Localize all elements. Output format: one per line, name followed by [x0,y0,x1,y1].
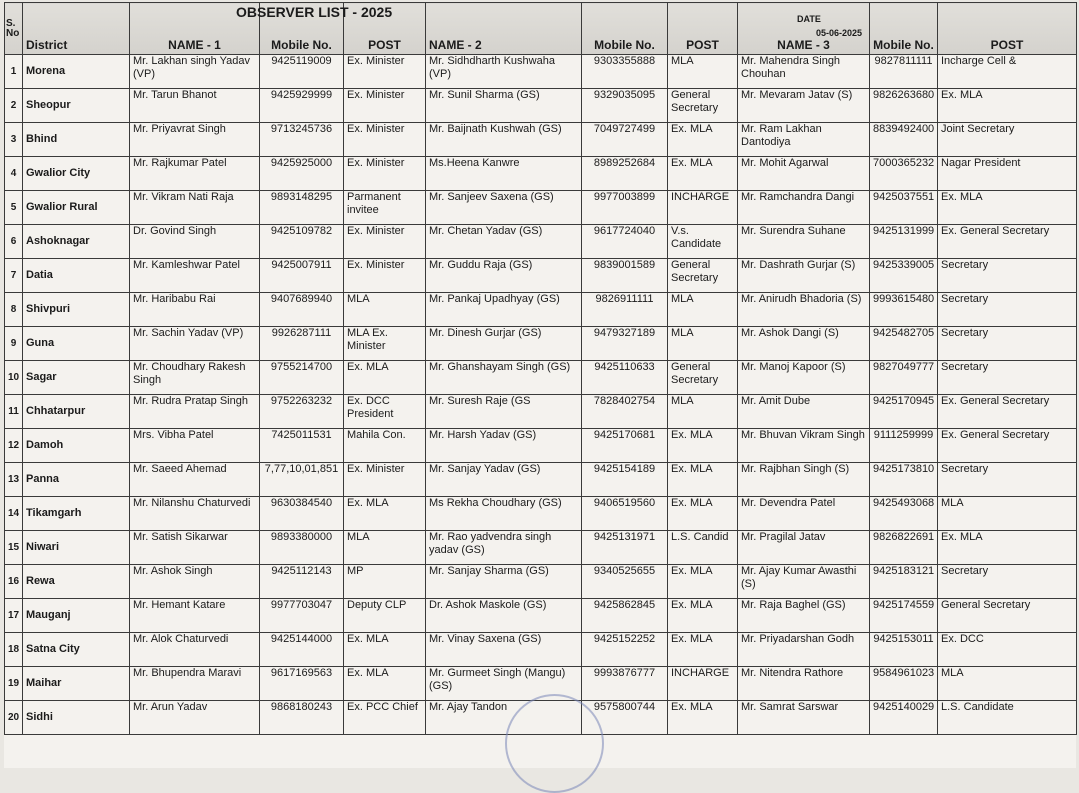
cell-name3: Mr. Priyadarshan Godh [738,633,870,667]
cell-post3: Ex. MLA [938,191,1077,225]
cell-name3: Mr. Ashok Dangi (S) [738,327,870,361]
cell-name1: Mrs. Vibha Patel [130,429,260,463]
cell-post3: MLA [938,667,1077,701]
cell-post2: V.s. Candidate [668,225,738,259]
header-mobile2: Mobile No. [582,3,668,55]
table-row [5,599,1077,633]
cell-post2: Ex. MLA [668,463,738,497]
cell-district: Panna [23,463,130,497]
cell-post1: Ex. DCC President [344,395,426,429]
table-row [5,259,1077,293]
cell-name2: Mr. Ghanshayam Singh (GS) [426,361,582,395]
cell-mobile3: 9111259999 [870,429,938,463]
cell-mobile3: 9826263680 [870,89,938,123]
cell-name1: Mr. Vikram Nati Raja [130,191,260,225]
cell-district: Bhind [23,123,130,157]
cell-district: Guna [23,327,130,361]
cell-mobile1: 9893148295 [260,191,344,225]
cell-name2: Mr. Gurmeet Singh (Mangu) (GS) [426,667,582,701]
cell-post3: Secretary [938,327,1077,361]
cell-mobile1: 9630384540 [260,497,344,531]
header-mobile1: Mobile No. [260,3,344,55]
cell-post2: Ex. MLA [668,497,738,531]
header-sno: S. No [5,3,23,55]
cell-mobile1: 9868180243 [260,701,344,735]
cell-mobile1: 9407689940 [260,293,344,327]
cell-sno: 8 [5,293,23,327]
cell-mobile2: 9826911111 [582,293,668,327]
cell-name3: Mr. Raja Baghel (GS) [738,599,870,633]
table-row [5,429,1077,463]
cell-post2: Ex. MLA [668,565,738,599]
table-row [5,395,1077,429]
cell-sno: 12 [5,429,23,463]
cell-district: Shivpuri [23,293,130,327]
cell-district: Maihar [23,667,130,701]
table-row [5,55,1077,89]
cell-name2: Mr. Rao yadvendra singh yadav (GS) [426,531,582,565]
ink-stamp [505,694,604,793]
cell-sno: 20 [5,701,23,735]
cell-name1: Mr. Alok Chaturvedi [130,633,260,667]
cell-mobile2: 9425154189 [582,463,668,497]
cell-mobile3: 9425131999 [870,225,938,259]
cell-district: Ashoknagar [23,225,130,259]
cell-post1: Parmanent invitee [344,191,426,225]
cell-district: Sagar [23,361,130,395]
cell-name3: Mr. Samrat Sarswar [738,701,870,735]
cell-mobile3: 7000365232 [870,157,938,191]
cell-post2: General Secretary [668,89,738,123]
table-row [5,361,1077,395]
cell-name1: Mr. Bhupendra Maravi [130,667,260,701]
cell-name3: Mr. Mevaram Jatav (S) [738,89,870,123]
cell-post1: MP [344,565,426,599]
table-row [5,497,1077,531]
cell-district: Sheopur [23,89,130,123]
cell-district: Morena [23,55,130,89]
cell-mobile3: 9425482705 [870,327,938,361]
cell-mobile1: 9713245736 [260,123,344,157]
observer-table [4,2,1077,735]
cell-sno: 18 [5,633,23,667]
cell-name1: Mr. Arun Yadav [130,701,260,735]
cell-post2: Ex. MLA [668,633,738,667]
cell-name3: Mr. Amit Dube [738,395,870,429]
cell-post1: MLA Ex. Minister [344,327,426,361]
cell-post3: Secretary [938,293,1077,327]
cell-mobile3: 8839492400 [870,123,938,157]
cell-post1: Ex. Minister [344,259,426,293]
cell-name3: Mr. Mahendra Singh Chouhan [738,55,870,89]
table-row [5,463,1077,497]
cell-post2: Ex. MLA [668,429,738,463]
table-row [5,565,1077,599]
cell-mobile2: 9406519560 [582,497,668,531]
cell-name2: Mr. Chetan Yadav (GS) [426,225,582,259]
cell-name1: Mr. Choudhary Rakesh Singh [130,361,260,395]
cell-name1: Mr. Kamleshwar Patel [130,259,260,293]
cell-post1: Ex. Minister [344,157,426,191]
date-label: DATE [797,14,821,24]
table-row [5,89,1077,123]
cell-post3: General Secretary [938,599,1077,633]
cell-sno: 6 [5,225,23,259]
cell-mobile1: 9752263232 [260,395,344,429]
cell-name1: Mr. Priyavrat Singh [130,123,260,157]
cell-mobile3: 9425173810 [870,463,938,497]
cell-name2: Ms.Heena Kanwre [426,157,582,191]
cell-name2: Mr. Sanjay Yadav (GS) [426,463,582,497]
cell-post3: Secretary [938,259,1077,293]
cell-name1: Mr. Saeed Ahemad [130,463,260,497]
cell-name3: Mr. Surendra Suhane [738,225,870,259]
cell-mobile2: 9425110633 [582,361,668,395]
cell-post3: Ex. MLA [938,89,1077,123]
cell-post2: Ex. MLA [668,599,738,633]
cell-mobile3: 9827049777 [870,361,938,395]
header-post3: POST [938,3,1077,55]
cell-post2: General Secretary [668,259,738,293]
cell-post3: MLA [938,497,1077,531]
cell-name1: Mr. Sachin Yadav (VP) [130,327,260,361]
cell-mobile1: 9926287111 [260,327,344,361]
cell-sno: 15 [5,531,23,565]
cell-name2: Dr. Ashok Maskole (GS) [426,599,582,633]
cell-name2: Mr. Harsh Yadav (GS) [426,429,582,463]
cell-name2: Mr. Suresh Raje (GS [426,395,582,429]
cell-sno: 7 [5,259,23,293]
cell-post1: Mahila Con. [344,429,426,463]
cell-post2: Ex. MLA [668,157,738,191]
cell-name3: Mr. Bhuvan Vikram Singh [738,429,870,463]
cell-mobile3: 9827811111 [870,55,938,89]
cell-mobile2: 9993876777 [582,667,668,701]
cell-district: Datia [23,259,130,293]
cell-name1: Mr. Nilanshu Chaturvedi [130,497,260,531]
cell-name3: Mr. Dashrath Gurjar (S) [738,259,870,293]
cell-district: Gwalior City [23,157,130,191]
cell-mobile1: 9755214700 [260,361,344,395]
header-district: District [23,3,130,55]
cell-post1: Ex. MLA [344,497,426,531]
cell-post3: Secretary [938,361,1077,395]
cell-mobile1: 9617169563 [260,667,344,701]
cell-mobile2: 7828402754 [582,395,668,429]
cell-name2: Mr. Baijnath Kushwah (GS) [426,123,582,157]
cell-post3: Ex. MLA [938,531,1077,565]
cell-sno: 2 [5,89,23,123]
table-row [5,293,1077,327]
cell-post1: Ex. MLA [344,361,426,395]
cell-name3: Mr. Devendra Patel [738,497,870,531]
cell-name3: Mr. Manoj Kapoor (S) [738,361,870,395]
cell-sno: 11 [5,395,23,429]
cell-mobile3: 9425339005 [870,259,938,293]
cell-mobile1: 7,77,10,01,851 [260,463,344,497]
cell-mobile1: 9425925000 [260,157,344,191]
cell-mobile2: 9479327189 [582,327,668,361]
cell-district: Chhatarpur [23,395,130,429]
cell-post1: Ex. Minister [344,123,426,157]
cell-name3: Mr. Nitendra Rathore [738,667,870,701]
cell-mobile2: 9340525655 [582,565,668,599]
cell-post2: Ex. MLA [668,123,738,157]
cell-name1: Mr. Satish Sikarwar [130,531,260,565]
cell-name3: Mr. Mohit Agarwal [738,157,870,191]
cell-post1: MLA [344,531,426,565]
cell-name3: Mr. Rajbhan Singh (S) [738,463,870,497]
cell-mobile1: 9425007911 [260,259,344,293]
cell-post2: INCHARGE [668,191,738,225]
cell-sno: 16 [5,565,23,599]
cell-mobile2: 8989252684 [582,157,668,191]
cell-post3: Ex. General Secretary [938,225,1077,259]
cell-mobile2: 9575800744 [582,701,668,735]
table-row [5,327,1077,361]
cell-name2: Mr. Sanjay Sharma (GS) [426,565,582,599]
cell-mobile1: 9425109782 [260,225,344,259]
cell-name3: Mr. Ramchandra Dangi [738,191,870,225]
cell-post2: MLA [668,55,738,89]
cell-mobile1: 7425011531 [260,429,344,463]
cell-sno: 5 [5,191,23,225]
cell-name2: Mr. Vinay Saxena (GS) [426,633,582,667]
cell-name1: Mr. Tarun Bhanot [130,89,260,123]
cell-post3: Incharge Cell & [938,55,1077,89]
table-body [5,55,1077,735]
cell-name1: Dr. Govind Singh [130,225,260,259]
cell-mobile1: 9425119009 [260,55,344,89]
cell-post2: MLA [668,395,738,429]
page-title: OBSERVER LIST - 2025 [236,4,393,20]
cell-post2: General Secretary [668,361,738,395]
cell-mobile3: 9425153011 [870,633,938,667]
cell-sno: 4 [5,157,23,191]
cell-mobile2: 9425170681 [582,429,668,463]
cell-name3: Mr. Pragilal Jatav [738,531,870,565]
cell-post1: Ex. Minister [344,89,426,123]
cell-post3: Secretary [938,463,1077,497]
cell-post3: Joint Secretary [938,123,1077,157]
cell-sno: 3 [5,123,23,157]
cell-sno: 17 [5,599,23,633]
cell-post1: Deputy CLP [344,599,426,633]
table-header-row [5,3,1077,55]
cell-sno: 13 [5,463,23,497]
cell-district: Sidhi [23,701,130,735]
cell-mobile3: 9425140029 [870,701,938,735]
date-value: 05-06-2025 [816,28,863,38]
cell-post3: Secretary [938,565,1077,599]
cell-name2: Mr. Sunil Sharma (GS) [426,89,582,123]
cell-name1: Mr. Lakhan singh Yadav (VP) [130,55,260,89]
cell-name1: Mr. Ashok Singh [130,565,260,599]
header-post1: POST [344,3,426,55]
cell-mobile1: 9977703047 [260,599,344,633]
cell-name3: Mr. Ram Lakhan Dantodiya [738,123,870,157]
table-row [5,157,1077,191]
cell-mobile1: 9893380000 [260,531,344,565]
cell-district: Gwalior Rural [23,191,130,225]
cell-mobile2: 9303355888 [582,55,668,89]
cell-name2: Ms Rekha Choudhary (GS) [426,497,582,531]
cell-name2: Mr. Pankaj Upadhyay (GS) [426,293,582,327]
cell-post1: Ex. MLA [344,633,426,667]
cell-sno: 1 [5,55,23,89]
cell-mobile3: 9425037551 [870,191,938,225]
cell-post2: MLA [668,293,738,327]
cell-post3: Ex. General Secretary [938,429,1077,463]
cell-mobile2: 9425152252 [582,633,668,667]
cell-name1: Mr. Hemant Katare [130,599,260,633]
cell-mobile3: 9993615480 [870,293,938,327]
cell-name2: Mr. Ajay Tandon [426,701,582,735]
cell-post1: Ex. PCC Chief [344,701,426,735]
cell-mobile3: 9425493068 [870,497,938,531]
cell-mobile2: 7049727499 [582,123,668,157]
table-row [5,531,1077,565]
header-mobile3: Mobile No. [870,3,938,55]
cell-district: Niwari [23,531,130,565]
cell-mobile2: 9977003899 [582,191,668,225]
cell-post2: INCHARGE [668,667,738,701]
cell-post2: Ex. MLA [668,701,738,735]
cell-post2: MLA [668,327,738,361]
cell-mobile2: 9329035095 [582,89,668,123]
cell-mobile2: 9839001589 [582,259,668,293]
cell-post3: Ex. DCC [938,633,1077,667]
cell-district: Damoh [23,429,130,463]
cell-mobile1: 9425929999 [260,89,344,123]
cell-mobile3: 9425183121 [870,565,938,599]
cell-mobile2: 9425862845 [582,599,668,633]
cell-mobile1: 9425112143 [260,565,344,599]
cell-post1: MLA [344,293,426,327]
table-row [5,225,1077,259]
cell-mobile3: 9826822691 [870,531,938,565]
cell-post1: Ex. MLA [344,667,426,701]
cell-post3: Nagar President [938,157,1077,191]
cell-district: Satna City [23,633,130,667]
cell-name2: Mr. Sidhdharth Kushwaha (VP) [426,55,582,89]
cell-name3: Mr. Ajay Kumar Awasthi (S) [738,565,870,599]
cell-sno: 19 [5,667,23,701]
cell-post1: Ex. Minister [344,463,426,497]
table-row [5,633,1077,667]
header-post2: POST [668,3,738,55]
cell-name1: Mr. Haribabu Rai [130,293,260,327]
cell-district: Rewa [23,565,130,599]
cell-mobile1: 9425144000 [260,633,344,667]
cell-mobile3: 9584961023 [870,667,938,701]
cell-post1: Ex. Minister [344,225,426,259]
table-row [5,191,1077,225]
table-row [5,123,1077,157]
cell-name3: Mr. Anirudh Bhadoria (S) [738,293,870,327]
cell-district: Mauganj [23,599,130,633]
header-name1: NAME - 1 [130,3,260,55]
cell-post3: Ex. General Secretary [938,395,1077,429]
cell-sno: 10 [5,361,23,395]
header-name2: NAME - 2 [426,3,582,55]
header-name3: NAME - 3 [738,3,870,55]
cell-name2: Mr. Guddu Raja (GS) [426,259,582,293]
cell-name2: Mr. Sanjeev Saxena (GS) [426,191,582,225]
cell-district: Tikamgarh [23,497,130,531]
cell-name2: Mr. Dinesh Gurjar (GS) [426,327,582,361]
cell-post1: Ex. Minister [344,55,426,89]
document-sheet [4,2,1076,768]
cell-name1: Mr. Rajkumar Patel [130,157,260,191]
cell-post3: L.S. Candidate [938,701,1077,735]
cell-sno: 14 [5,497,23,531]
cell-mobile2: 9617724040 [582,225,668,259]
cell-mobile3: 9425174559 [870,599,938,633]
cell-sno: 9 [5,327,23,361]
cell-name1: Mr. Rudra Pratap Singh [130,395,260,429]
cell-post2: L.S. Candid [668,531,738,565]
cell-mobile3: 9425170945 [870,395,938,429]
cell-mobile2: 9425131971 [582,531,668,565]
